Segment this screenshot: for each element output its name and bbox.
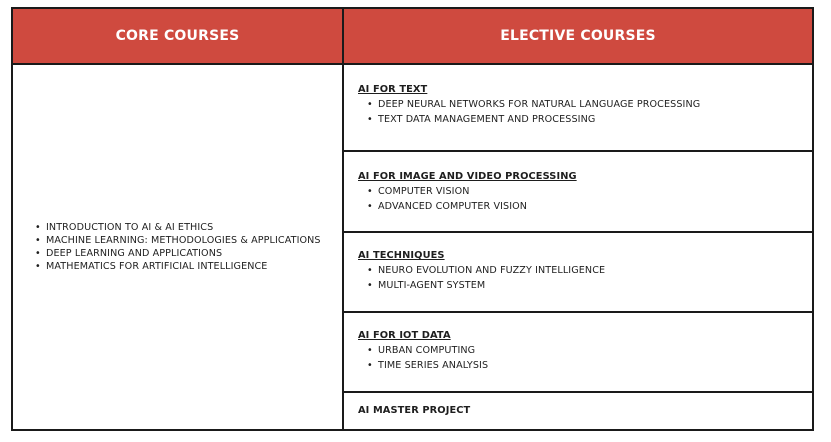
core-course-item: • INTRODUCTION TO AI & AI ETHICS	[35, 221, 321, 234]
courses-table	[11, 7, 814, 431]
elective-group-ai-for-iot-data	[344, 311, 812, 391]
elective-group-title: AI FOR IMAGE AND VIDEO PROCESSING	[358, 171, 577, 182]
elective-courses-header-label: ELECTIVE COURSES	[500, 28, 656, 44]
elective-course-item: • TIME SERIES ANALYSIS	[367, 358, 798, 373]
core-course-item: • MATHEMATICS FOR ARTIFICIAL INTELLIGENCE	[35, 260, 321, 273]
elective-course-item: • TEXT DATA MANAGEMENT AND PROCESSING	[367, 112, 798, 127]
elective-courses-header	[344, 9, 812, 65]
elective-group-title: AI TECHNIQUES	[358, 250, 445, 261]
elective-group-ai-master-project	[344, 391, 812, 429]
elective-group-ai-for-image-video	[344, 150, 812, 231]
elective-group-title: AI MASTER PROJECT	[358, 405, 471, 416]
core-courses-header	[13, 9, 344, 65]
elective-group-title: AI FOR IOT DATA	[358, 330, 451, 341]
elective-course-item: • NEURO EVOLUTION AND FUZZY INTELLIGENCE	[367, 263, 798, 278]
elective-course-item: • MULTI-AGENT SYSTEM	[367, 278, 798, 293]
elective-course-item: • DEEP NEURAL NETWORKS FOR NATURAL LANGUAGE PROCESSING	[367, 97, 798, 112]
elective-course-list	[358, 263, 798, 293]
elective-group-ai-for-text	[344, 65, 812, 150]
elective-course-item: • URBAN COMPUTING	[367, 343, 798, 358]
elective-course-item: • COMPUTER VISION	[367, 184, 798, 199]
core-courses-header-label: CORE COURSES	[115, 28, 240, 44]
elective-course-item: • ADVANCED COMPUTER VISION	[367, 199, 798, 214]
elective-course-list	[358, 184, 798, 214]
core-courses-cell	[13, 65, 344, 429]
elective-group-title: AI FOR TEXT	[358, 84, 428, 95]
core-course-item: • DEEP LEARNING AND APPLICATIONS	[35, 247, 321, 260]
core-courses-list	[13, 221, 331, 274]
core-course-item: • MACHINE LEARNING: METHODOLOGIES & APPLICATIONS	[35, 234, 321, 247]
elective-course-list	[358, 97, 798, 127]
elective-group-ai-techniques	[344, 231, 812, 311]
elective-course-list	[358, 343, 798, 373]
